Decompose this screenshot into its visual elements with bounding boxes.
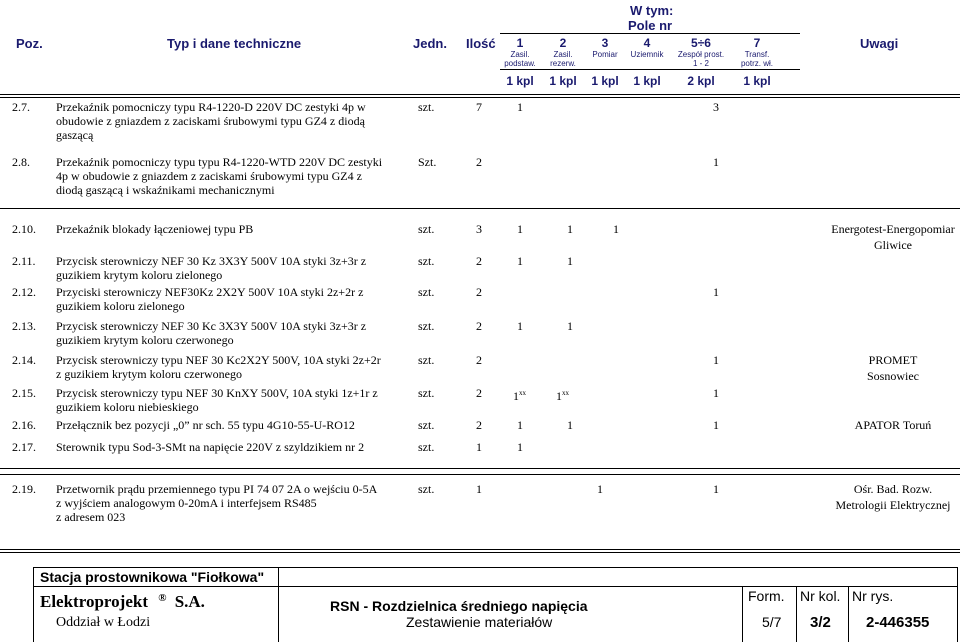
row-quantity: 3	[476, 222, 482, 236]
document-subtitle: Zestawienie materiałów	[406, 614, 553, 630]
col-num-1: 1	[516, 36, 524, 50]
row-position: 2.17.	[12, 440, 36, 454]
row-description-line: gaszącą	[56, 128, 94, 142]
header-typ: Typ i dane techniczne	[167, 36, 302, 51]
document-title: RSN - Rozdzielnica średniego napięcia	[330, 598, 588, 614]
header-w-tym: W tym:	[630, 3, 674, 18]
col-kpl-6: 1 kpl	[743, 74, 771, 88]
col-sub-3: Pomiar	[592, 50, 618, 59]
row-remark: Ośr. Bad. Rozw.	[853, 482, 933, 496]
row-position: 2.16.	[12, 418, 36, 432]
row-description-line: z guzikiem krytym koloru czerwonego	[56, 367, 242, 381]
row-position: 2.12.	[12, 285, 36, 299]
form-label: Form.	[748, 588, 785, 604]
row-description-line: Przycisk sterowniczy typu NEF 30 KnXY 500V, 10A styki 1z+1r z	[56, 386, 378, 400]
row-value-c4: 1	[713, 285, 719, 299]
row-remark: Sosnowiec	[867, 369, 919, 383]
row-description-line: Sterownik typu Sod-3-SMt na napięcie 220V z szyldzikiem nr 2	[56, 440, 365, 454]
row-value-c4: 3	[713, 100, 719, 114]
row-quantity: 2	[476, 254, 482, 268]
row-description-line: diodą gaszącą i wskaźnikami mechanicznymi	[56, 183, 275, 197]
row-description-line: obudowie z gniazdem z zaciskami śrubowymi typu GZ4 z diodą	[56, 114, 365, 128]
company-label: Elektroprojekt	[40, 592, 148, 611]
row-value-superscript: xx	[562, 389, 569, 397]
row-value-c1: 1	[517, 440, 523, 454]
company-suffix: S.A.	[174, 592, 205, 611]
col-num-6: 7	[753, 36, 761, 50]
row-value-c4: 1	[713, 386, 719, 400]
row-unit: Szt.	[418, 155, 437, 169]
col-sub-6: Transf. potrz. wł.	[740, 50, 773, 68]
row-description-line: guzikiem krytym koloru czerwonego	[56, 333, 234, 347]
col-kpl-3: 1 kpl	[591, 74, 619, 88]
col-num-4: 4	[643, 36, 651, 50]
row-value-c2: 1$^{xx}$	[556, 389, 569, 403]
branch-name: Oddział w Łodzi	[56, 615, 151, 630]
row-value-c1: 1	[517, 254, 523, 268]
row-remark: Energotest-Energopomiar	[831, 222, 955, 236]
row-unit: szt.	[418, 418, 435, 432]
row-value-c3: 1	[613, 222, 619, 236]
header-ilosc: Ilość	[466, 36, 496, 51]
col-num-5: 5÷6	[691, 36, 711, 50]
row-description-line: Przycisk sterowniczy NEF 30 Kc 3X3Y 500V 10A styki 3z+3r z	[56, 319, 367, 333]
row-unit: szt.	[418, 386, 435, 400]
registered-mark: ®	[158, 592, 167, 604]
row-position: 2.8.	[12, 155, 30, 169]
row-description-line: Przyciski sterowniczy NEF30Kz 2X2Y 500V 10A styki 2z+2r z	[56, 285, 364, 299]
row-description-line: Przycisk sterowniczy typu NEF 30 Kc2X2Y 500V, 10A styki 2z+2r	[56, 353, 381, 367]
row-remark: Gliwice	[874, 238, 912, 252]
row-value-c1: 1	[517, 100, 523, 114]
row-value-c2: 1	[567, 418, 573, 432]
row-position: 2.10.	[12, 222, 36, 236]
row-description-line: z wyjściem analogowym 0-20mA i interfejsem RS485	[56, 496, 317, 510]
col-sub-4: Uziemnik	[630, 50, 664, 59]
row-remark: PROMET	[868, 353, 918, 367]
station-name: Stacja prostownikowa "Fiołkowa"	[40, 569, 265, 585]
row-unit: szt.	[418, 319, 435, 333]
row-description-line: Przekaźnik blokady łączeniowej typu PB	[56, 222, 254, 236]
row-quantity: 2	[476, 386, 482, 400]
row-description-line: Przełącznik bez pozycji „0” nr sch. 55 typu 4G10-55-U-RO12	[56, 418, 355, 432]
row-value-c4: 1	[713, 155, 719, 169]
nrkol-value: 3/2	[810, 614, 831, 631]
row-position: 2.15.	[12, 386, 36, 400]
row-quantity: 1	[476, 482, 482, 496]
row-description-line: z adresem 023	[56, 510, 126, 524]
col-kpl-2: 1 kpl	[549, 74, 577, 88]
row-position: 2.11.	[12, 254, 36, 268]
col-sub-2: Zasil. rezerw.	[550, 50, 576, 68]
row-description-line: guzikiem krytym koloru zielonego	[56, 268, 223, 282]
col-num-2: 2	[559, 36, 567, 50]
col-kpl-5: 2 kpl	[687, 74, 715, 88]
row-unit: szt.	[418, 482, 435, 496]
row-unit: szt.	[418, 285, 435, 299]
company-name	[40, 592, 205, 612]
row-value-c1: 1	[517, 222, 523, 236]
header-jedn: Jedn.	[413, 36, 447, 51]
row-description-line: Przycisk sterowniczy NEF 30 Kz 3X3Y 500V 10A styki 3z+3r z	[56, 254, 367, 268]
row-quantity: 2	[476, 418, 482, 432]
row-unit: szt.	[418, 222, 435, 236]
row-unit: szt.	[418, 254, 435, 268]
row-description-line: guzikiem koloru zielonego	[56, 299, 185, 313]
row-description-line: 4p w obudowie z gniazdem z zaciskami śrubowymi typu GZ4 z	[56, 169, 362, 183]
row-position: 2.19.	[12, 482, 36, 496]
row-value-c1: 1$^{xx}$	[513, 389, 526, 403]
form-value: 5/7	[762, 614, 782, 630]
row-value-c2: 1	[597, 482, 603, 496]
row-quantity: 2	[476, 155, 482, 169]
row-position: 2.7.	[12, 100, 30, 114]
row-value-c2: 1	[567, 222, 573, 236]
row-value-c2: 1	[567, 254, 573, 268]
row-quantity: 2	[476, 353, 482, 367]
row-quantity: 2	[476, 319, 482, 333]
header-uwagi: Uwagi	[860, 36, 899, 51]
row-quantity: 1	[476, 440, 482, 454]
row-unit: szt.	[418, 440, 435, 454]
row-description-line: Przekaźnik pomocniczy typu typu R4-1220-WTD 220V DC zestyki	[56, 155, 383, 169]
col-num-3: 3	[601, 36, 609, 50]
col-kpl-1: 1 kpl	[506, 74, 534, 88]
nrrys-label: Nr rys.	[852, 588, 894, 604]
col-sub-5: Zespół prost. 1 - 2	[677, 50, 725, 68]
nrrys-value: 2-446355	[866, 614, 930, 631]
row-quantity: 7	[476, 100, 482, 114]
row-remark: APATOR Toruń	[854, 418, 932, 432]
nrkol-label: Nr kol.	[800, 588, 841, 604]
row-value-c4: 1	[713, 353, 719, 367]
row-unit: szt.	[418, 100, 435, 114]
row-value-c1: 1	[517, 319, 523, 333]
row-unit: szt.	[418, 353, 435, 367]
row-remark: Metrologii Elektrycznej	[835, 498, 951, 512]
row-value-c4: 1	[713, 418, 719, 432]
row-position: 2.13.	[12, 319, 36, 333]
row-description-line: Przetwornik prądu przemiennego typu PI 74 07 2A o wejściu 0-5A	[56, 482, 378, 496]
row-value-c2: 1	[567, 319, 573, 333]
row-description-line: Przekaźnik pomocniczy typu R4-1220-D 220V DC zestyki 4p w	[56, 100, 366, 114]
row-value-c4: 1	[713, 482, 719, 496]
row-value-c1: 1	[517, 418, 523, 432]
row-quantity: 2	[476, 285, 482, 299]
row-value-superscript: xx	[519, 389, 526, 397]
row-position: 2.14.	[12, 353, 36, 367]
header-poz: Poz.	[16, 36, 43, 51]
col-sub-1: Zasil. podstaw.	[504, 50, 536, 68]
col-kpl-4: 1 kpl	[633, 74, 661, 88]
header-pole-nr: Pole nr	[628, 18, 673, 33]
row-description-line: guzikiem koloru niebieskiego	[56, 400, 199, 414]
